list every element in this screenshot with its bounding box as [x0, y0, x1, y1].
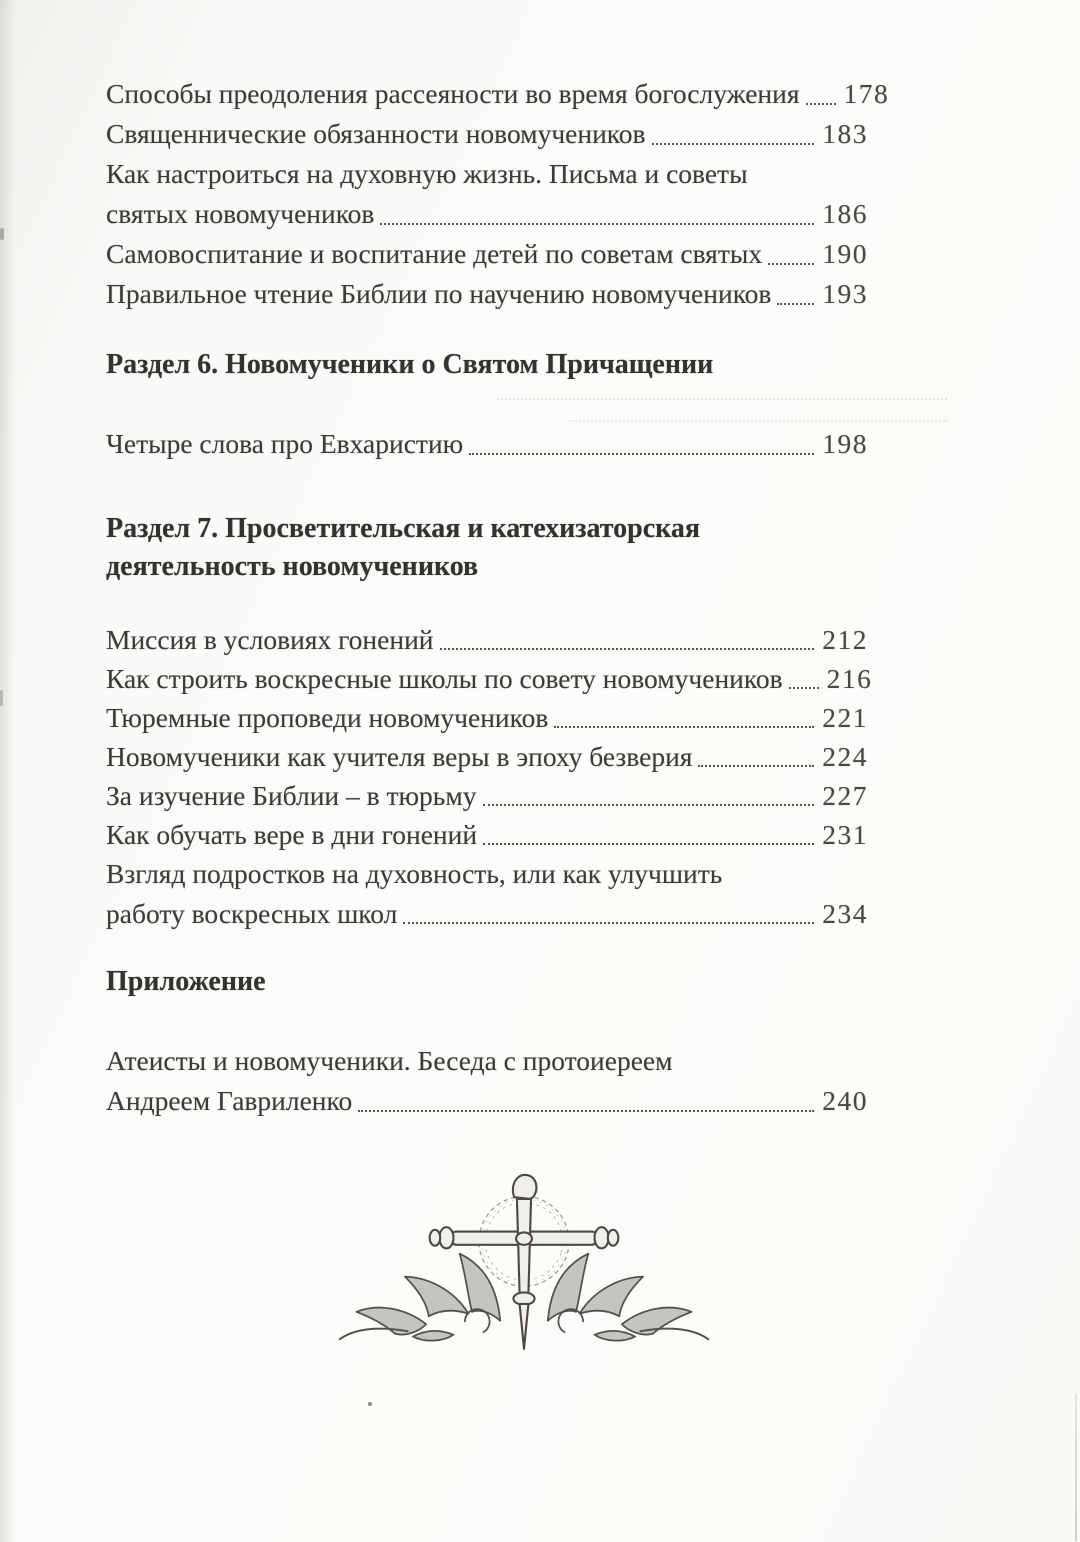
page-number: 178 — [843, 78, 890, 109]
section-heading-line2: деятельность новомучеников — [106, 551, 479, 582]
toc-entry-title: Как настроиться на духовную жизнь. Письма и советы — [106, 158, 748, 189]
toc-entry — [106, 234, 868, 274]
toc-entry-title: святых новомучеников — [106, 198, 375, 229]
page-number: 224 — [822, 741, 868, 772]
toc-entry — [106, 737, 868, 776]
page-number: 216 — [826, 663, 873, 694]
toc-entry-title: работу воскресных школ — [106, 898, 398, 929]
dot-leader — [698, 765, 814, 767]
section-heading: Приложение — [106, 966, 266, 997]
dot-leader — [403, 922, 814, 924]
cross-acanthus-ornament-icon — [330, 1160, 718, 1372]
toc-entry — [106, 776, 868, 815]
toc-entry-title: Священнические обязанности новомучеников — [106, 118, 646, 149]
toc-entry-title: Андреем Гавриленко — [106, 1085, 353, 1116]
toc-entry-line2 — [106, 894, 868, 933]
page-number: 231 — [822, 819, 868, 850]
toc-entry-title: Четыре слова про Евхаристию — [106, 428, 464, 459]
page-number: 227 — [822, 780, 868, 811]
toc-entry — [106, 424, 868, 464]
toc-content — [106, 74, 890, 1121]
dot-leader — [652, 143, 815, 145]
scan-speck — [0, 690, 3, 706]
toc-entry — [106, 659, 873, 698]
toc-entry-line1 — [106, 154, 868, 194]
scan-speck — [0, 228, 4, 240]
toc-entry-line1 — [106, 854, 868, 894]
toc-entry-title: За изучение Библии – в тюрьму — [106, 780, 477, 811]
dot-leader — [440, 648, 815, 650]
toc-entry-title: Как обучать вере в дни гонений — [106, 819, 478, 850]
page-number: 240 — [822, 1085, 868, 1116]
toc-entry-line1 — [106, 1041, 868, 1081]
page-number: 234 — [822, 898, 868, 929]
dot-leader — [483, 843, 814, 845]
section-heading: Раздел 6. Новомученики о Святом Причащении — [106, 349, 714, 380]
toc-entry — [106, 698, 868, 737]
toc-entry-title: Новомученики как учителя веры в эпоху безверия — [106, 741, 693, 772]
page-number: 186 — [822, 198, 868, 229]
dot-leader — [789, 687, 819, 689]
toc-entry — [106, 114, 868, 154]
page-number: 198 — [822, 428, 868, 459]
page-number: 193 — [822, 278, 868, 309]
page-number: 212 — [822, 624, 868, 655]
dot-leader — [554, 726, 814, 728]
toc-entry-title: Правильное чтение Библии по научению новомучеников — [106, 278, 772, 309]
scan-speck — [368, 1402, 372, 1406]
toc-entry-title: Взгляд подростков на духовность, или как улучшить — [106, 858, 723, 889]
dot-leader — [358, 1110, 814, 1112]
dot-leader — [768, 263, 814, 265]
toc-entry — [106, 274, 868, 314]
toc-entry-title: Как строить воскресные школы по совету новомучеников — [106, 663, 783, 694]
toc-entry-title: Самовоспитание и воспитание детей по советам святых — [106, 238, 763, 269]
toc-entry-line2 — [106, 194, 868, 234]
dot-leader — [777, 303, 814, 305]
dot-leader — [806, 103, 836, 105]
section-heading: Раздел 7. Просветительская и катехизаторская — [106, 513, 700, 544]
page-number: 221 — [822, 702, 868, 733]
scan-edge-line — [1075, 1393, 1077, 1541]
toc-entry — [106, 74, 890, 114]
toc-entry-title: Атеисты и новомученики. Беседа с протоиереем — [106, 1045, 673, 1076]
dot-leader — [469, 453, 814, 455]
page-number: 190 — [822, 238, 868, 269]
dot-leader — [483, 804, 815, 806]
toc-entry-title: Тюремные проповеди новомучеников — [106, 702, 549, 733]
toc-entry-title: Миссия в условиях гонений — [106, 624, 434, 655]
page-number: 183 — [822, 118, 868, 149]
toc-entry — [106, 815, 868, 854]
toc-entry-line2 — [106, 1081, 868, 1121]
toc-entry — [106, 620, 868, 659]
toc-entry-title: Способы преодоления рассеяности во время богослужения — [106, 78, 800, 109]
dot-leader — [380, 223, 814, 225]
